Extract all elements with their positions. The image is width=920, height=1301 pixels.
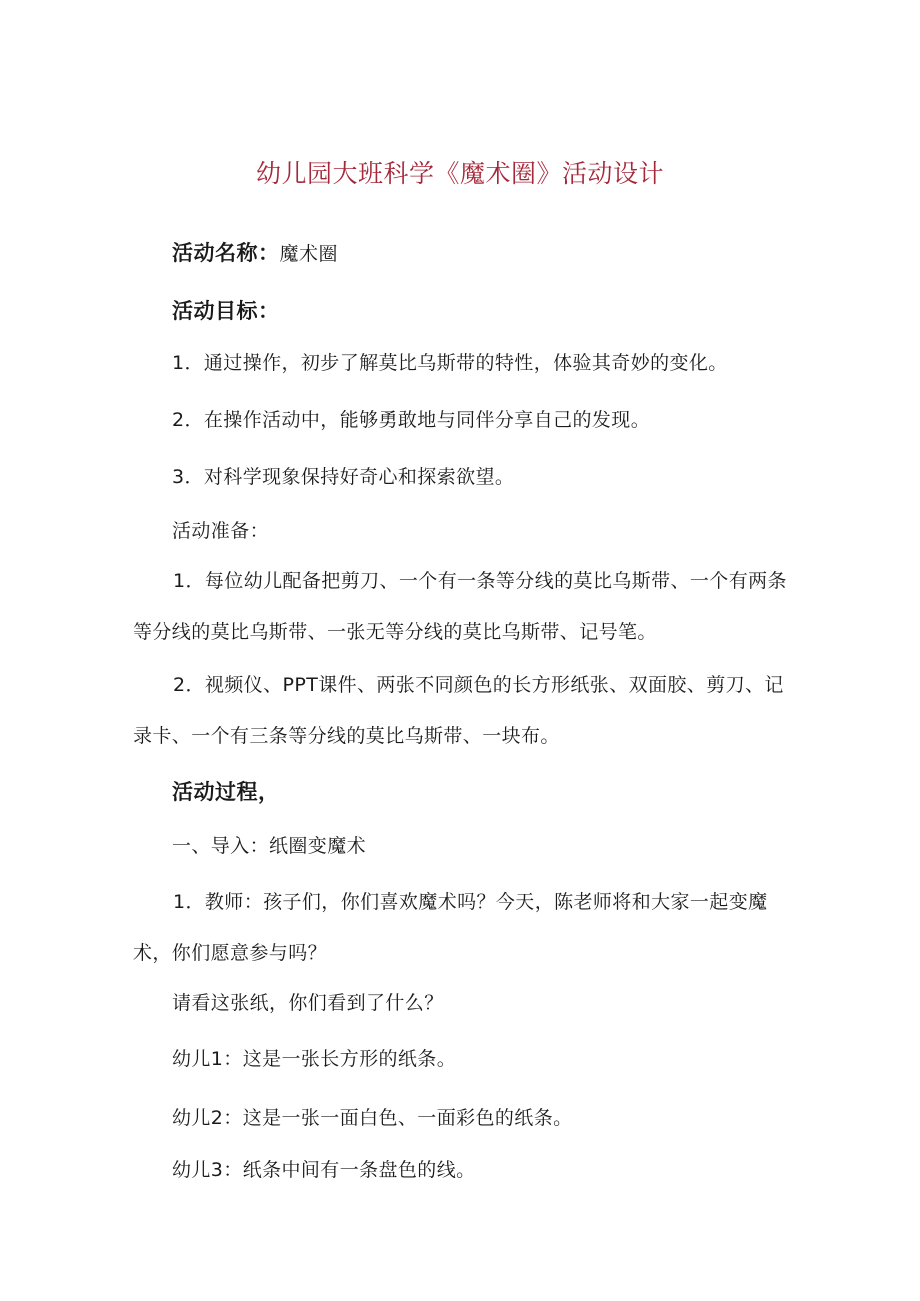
body-line: 请看这张纸，你们看到了什么？ bbox=[172, 992, 444, 1014]
prep-item: 2．视频仪、PPT课件、两张不同颜色的长方形纸张、双面胶、剪刀、记录卡、一个有三条等分线的莫比乌斯带、一块布。 bbox=[133, 674, 784, 747]
process-heading: 活动过程， bbox=[172, 780, 280, 804]
prep-heading: 活动准备： bbox=[172, 520, 270, 542]
goal-item: 1．通过操作，初步了解莫比乌斯带的特性，体验其奇妙的变化。 bbox=[172, 352, 728, 374]
goals-heading: 活动目标： bbox=[172, 299, 280, 323]
activity-name-label: 活动名称： bbox=[172, 241, 280, 265]
body-line: 幼儿1：这是一张长方形的纸条。 bbox=[172, 1048, 457, 1070]
document-title: 幼儿园大班科学《魔术圈》活动设计 bbox=[255, 159, 664, 188]
body-line: 幼儿3：纸条中间有一条盘色的线。 bbox=[172, 1159, 476, 1181]
prep-item: 1．每位幼儿配备把剪刀、一个有一条等分线的莫比乌斯带、一个有两条等分线的莫比乌斯带、一张无等分线的莫比乌斯带、记号笔。 bbox=[133, 570, 787, 643]
activity-name-value: 魔术圈 bbox=[279, 243, 339, 265]
activity-name-heading bbox=[172, 237, 338, 267]
goal-item: 2．在操作活动中，能够勇敢地与同伴分享自己的发现。 bbox=[172, 409, 651, 431]
goal-item: 3．对科学现象保持好奇心和探索欲望。 bbox=[172, 466, 515, 488]
body-line: 幼儿2：这是一张一面白色、一面彩色的纸条。 bbox=[172, 1107, 573, 1129]
section-heading: 一、导入：纸圈变魔术 bbox=[172, 835, 367, 857]
section-paragraph: 1．教师：孩子们，你们喜欢魔术吗？今天，陈老师将和大家一起变魔术，你们愿意参与吗？ bbox=[133, 891, 768, 964]
